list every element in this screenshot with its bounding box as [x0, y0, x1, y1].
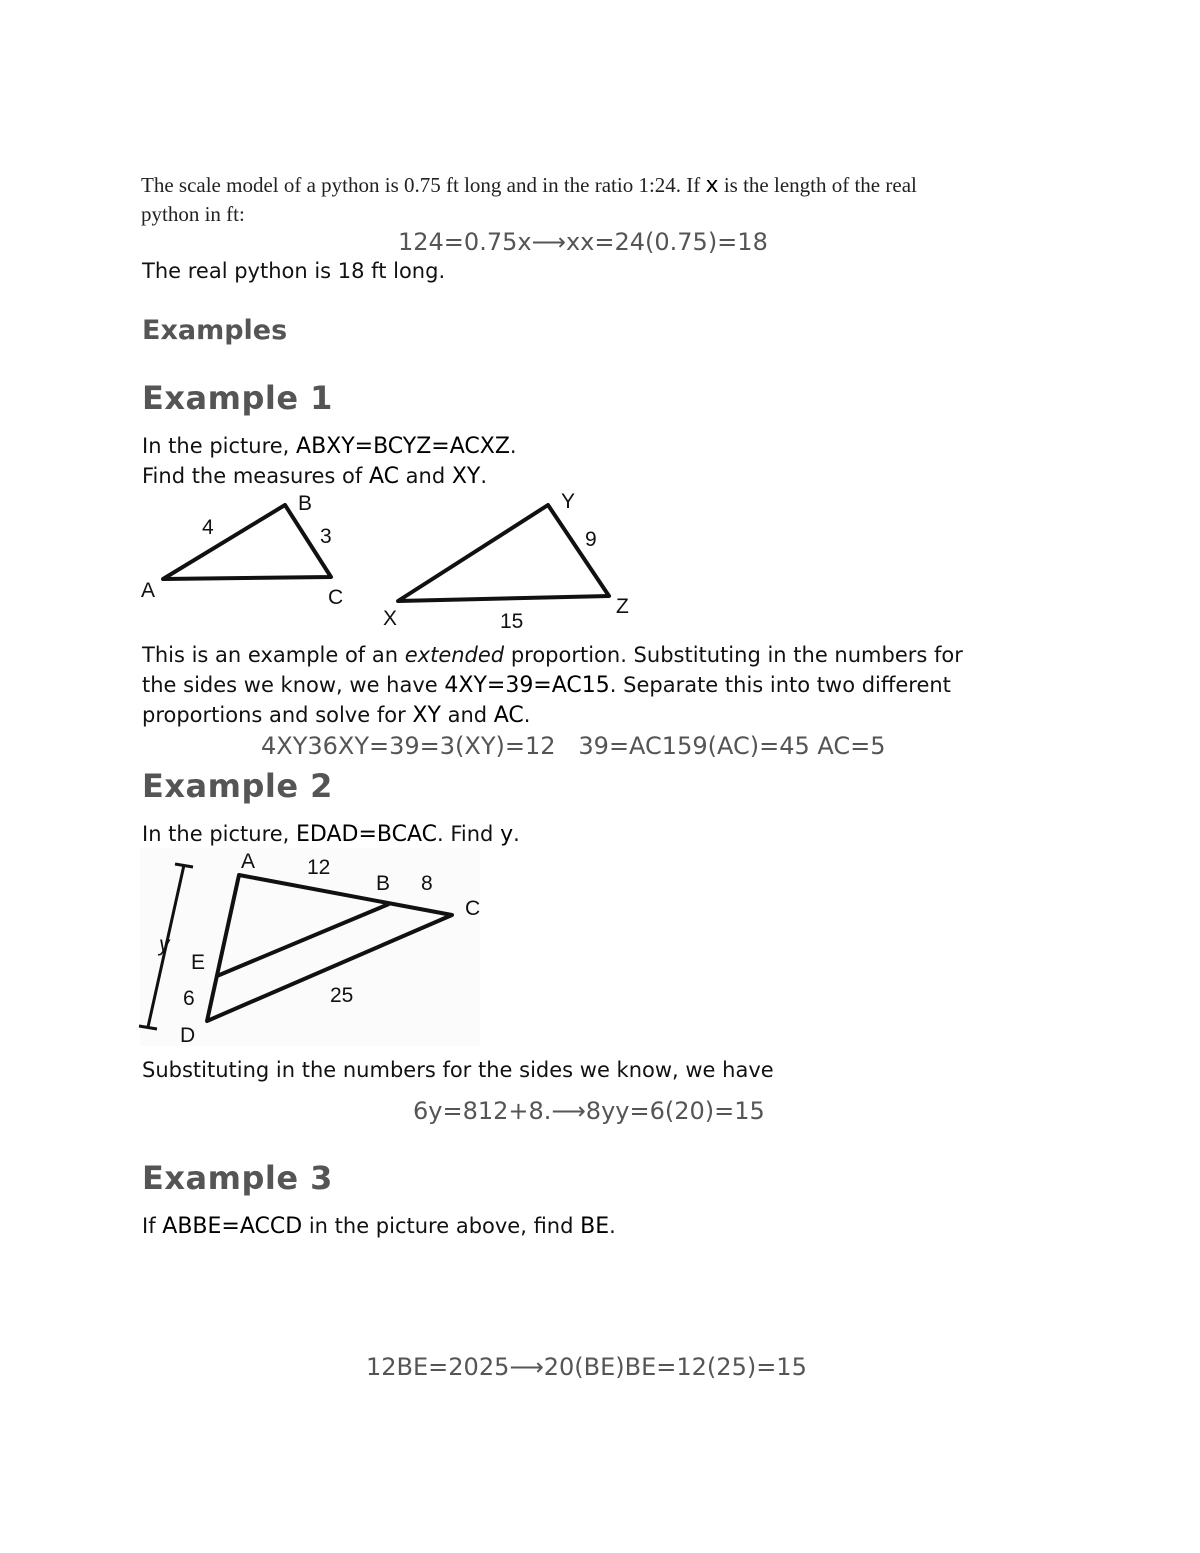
side-label-ab: 12 — [307, 856, 331, 879]
text: proportions and solve for — [142, 703, 413, 727]
intro-equation: 124=0.75x⟶xx=24(0.75)=18 — [398, 228, 768, 256]
vertex-label-y: Y — [561, 490, 576, 513]
example-1-line-2 — [142, 464, 487, 489]
example-1-paragraph-line-3 — [142, 703, 530, 728]
vertex-label-e: E — [191, 951, 206, 974]
math-expression: BE — [580, 1214, 610, 1239]
vertex-label-a: A — [241, 850, 256, 873]
example-2-line-1 — [142, 822, 520, 847]
example-1-paragraph-line-2 — [142, 673, 951, 698]
side-label-bc: 3 — [320, 525, 332, 548]
text: the sides we know, we have — [142, 673, 445, 697]
vertex-label-z: Z — [616, 595, 629, 618]
text: . Find — [437, 822, 501, 846]
vertex-label-x: X — [383, 607, 398, 630]
text: . — [609, 1214, 616, 1238]
example-1-line-1 — [142, 434, 517, 459]
math-expression: AC — [368, 464, 399, 489]
vertex-label-b: B — [376, 872, 391, 895]
side-label-ab: 4 — [202, 516, 214, 539]
text: In the picture, — [142, 434, 297, 458]
text: If — [142, 1214, 163, 1238]
text: . — [480, 464, 488, 488]
example-3-heading: Example 3 — [142, 1159, 333, 1197]
vertex-label-a: A — [141, 579, 156, 602]
math-expression: EDAD=BCAC — [296, 822, 437, 847]
vertex-label-d: D — [180, 1024, 196, 1046]
example-2-triangle-figure — [135, 848, 495, 1046]
example-2-heading: Example 2 — [142, 767, 333, 805]
intro-text: The scale model of a python is 0.75 ft long and in the ratio 1:24. If — [141, 173, 706, 197]
example-1-equation: 4XY36XY=39=3(XY)=12 39=AC159(AC)=45 AC=5 — [261, 732, 886, 760]
triangle-xyz — [398, 505, 609, 601]
math-expression: ABBE=ACCD — [162, 1214, 303, 1239]
vertex-label-c: C — [465, 897, 481, 920]
text: Find the measures of — [142, 464, 369, 488]
text: and — [399, 464, 452, 488]
examples-heading: Examples — [142, 315, 288, 346]
example-1-triangles-figure — [130, 488, 650, 636]
math-expression: XY — [412, 703, 441, 728]
example-1-heading: Example 1 — [142, 379, 333, 417]
triangle-abc — [163, 505, 331, 579]
example-3-equation: 12BE=2025⟶20(BE)BE=12(25)=15 — [366, 1353, 807, 1381]
math-variable: y — [500, 822, 514, 847]
vertex-label-c: C — [328, 586, 344, 609]
example-2-paragraph: Substituting in the numbers for the sides we know, we have — [142, 1058, 774, 1082]
math-expression: 4XY=39=AC15 — [444, 673, 610, 698]
text: . — [513, 822, 520, 846]
math-variable: x — [705, 173, 719, 198]
text: . — [523, 703, 531, 727]
example-1-paragraph-line-1 — [142, 643, 963, 667]
text: In the picture, — [142, 822, 297, 846]
side-label-dc: 25 — [330, 984, 354, 1007]
intro-line-2: python in ft: — [141, 202, 245, 226]
side-label-xz: 15 — [500, 610, 524, 633]
intro-line-1 — [141, 173, 917, 198]
side-label-bc: 8 — [421, 872, 433, 895]
math-expression: ABXY=BCYZ=ACXZ — [296, 434, 510, 459]
text: This is an example of an — [142, 643, 405, 667]
text: and — [440, 703, 494, 727]
math-expression: AC — [493, 703, 524, 728]
text: . Separate this into two different — [609, 673, 951, 697]
text: proportion. Substituting in the numbers for — [504, 643, 963, 667]
text: . — [509, 434, 517, 458]
vertex-label-b: B — [298, 492, 313, 515]
intro-text: is the length of the real — [718, 173, 917, 197]
example-3-line-1 — [142, 1214, 616, 1239]
math-expression: XY — [451, 464, 481, 489]
example-2-equation: 6y=812+8.⟶8yy=6(20)=15 — [413, 1097, 765, 1125]
text: in the picture above, find — [302, 1214, 581, 1238]
intro-result: The real python is 18 ft long. — [142, 259, 446, 283]
side-label-ed: 6 — [183, 987, 195, 1010]
emphasis-text: extended — [404, 643, 505, 667]
side-label-yz: 9 — [585, 528, 597, 551]
dimension-label-y: y — [159, 933, 170, 956]
